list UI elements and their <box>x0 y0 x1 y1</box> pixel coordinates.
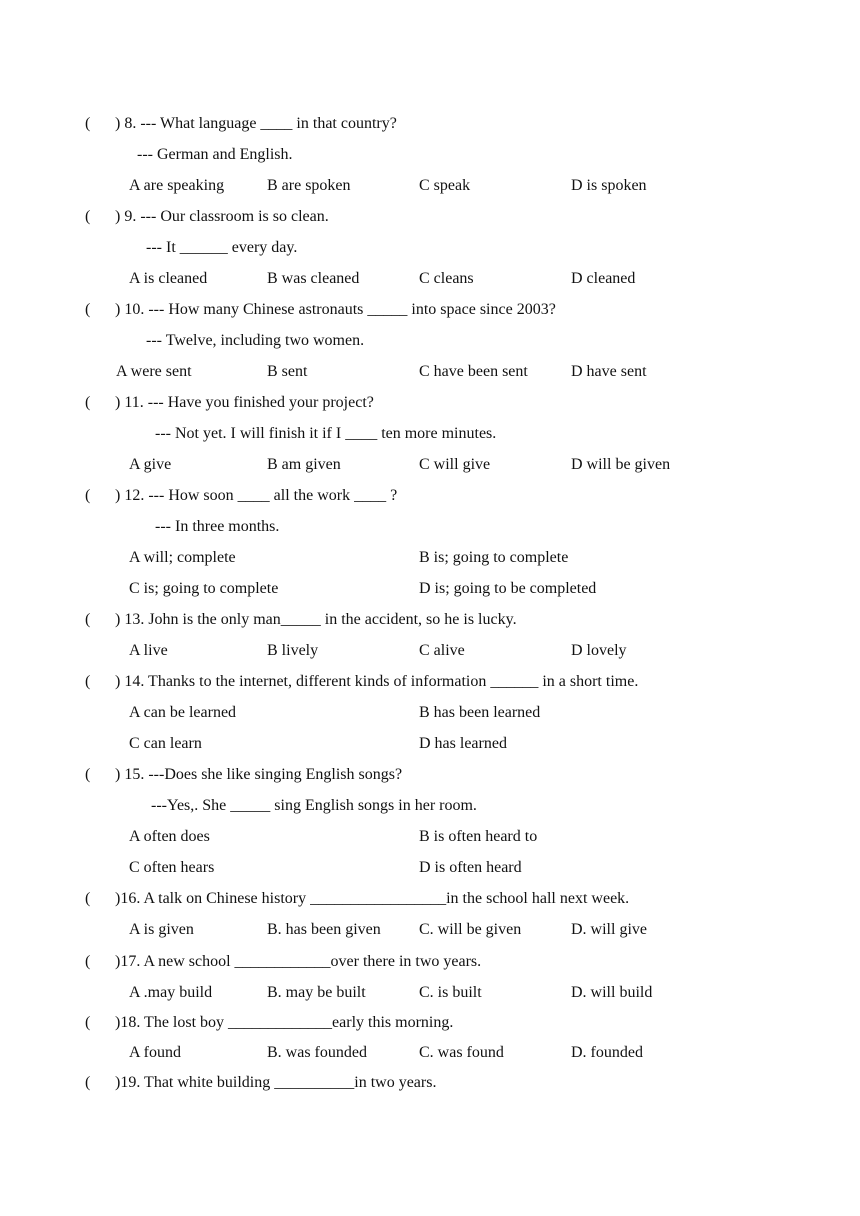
option-c: C is; going to complete <box>129 580 279 597</box>
answer-paren-open: ( <box>85 394 91 411</box>
question-stem: )17. A new school ____________over there in two years. <box>115 953 482 970</box>
option-d: D. will build <box>571 984 653 1001</box>
option-a: A will; complete <box>129 549 236 566</box>
question-stem: ) 9. --- Our classroom is so clean. <box>115 208 329 225</box>
option-b: B has been learned <box>419 704 541 721</box>
option-d: D is; going to be completed <box>419 580 597 597</box>
question-stem: ) 8. --- What language ____ in that country? <box>115 115 397 132</box>
option-a: A give <box>129 456 172 473</box>
option-c: C will give <box>419 456 491 473</box>
question-stem: ) 10. --- How many Chinese astronauts _____ into space since 2003? <box>115 301 556 318</box>
option-c: C. will be given <box>419 921 522 938</box>
option-a: A are speaking <box>129 177 225 194</box>
answer-paren-open: ( <box>85 208 91 225</box>
answer-paren-open: ( <box>85 487 91 504</box>
option-a: A found <box>129 1044 181 1061</box>
option-a: A can be learned <box>129 704 237 721</box>
option-d: D cleaned <box>571 270 636 287</box>
option-a: A were sent <box>116 363 192 380</box>
option-b: B is; going to complete <box>419 549 569 566</box>
option-a: A is given <box>129 921 194 938</box>
option-d: D will be given <box>571 456 671 473</box>
option-a: A live <box>129 642 168 659</box>
option-d: D. founded <box>571 1044 643 1061</box>
option-b: B was cleaned <box>267 270 360 287</box>
option-d: D has learned <box>419 735 507 752</box>
option-d: D is often heard <box>419 859 522 876</box>
dialogue-reply: --- It ______ every day. <box>146 239 298 256</box>
answer-paren-open: ( <box>85 301 91 318</box>
option-c: C speak <box>419 177 471 194</box>
option-b: B sent <box>267 363 308 380</box>
option-d: D lovely <box>571 642 627 659</box>
option-a: A .may build <box>129 984 213 1001</box>
question-stem: )16. A talk on Chinese history _________________in the school hall next week. <box>115 890 630 907</box>
option-d: D is spoken <box>571 177 647 194</box>
option-c: C have been sent <box>419 363 528 380</box>
option-b: B. was founded <box>267 1044 367 1061</box>
question-stem: ) 14. Thanks to the internet, different kinds of information ______ in a short time. <box>115 673 639 690</box>
option-b: B am given <box>267 456 341 473</box>
option-b: B is often heard to <box>419 828 538 845</box>
option-b: B lively <box>267 642 319 659</box>
option-c: C alive <box>419 642 465 659</box>
answer-paren-open: ( <box>85 611 91 628</box>
answer-paren-open: ( <box>85 953 91 970</box>
option-b: B are spoken <box>267 177 351 194</box>
dialogue-reply: --- Twelve, including two women. <box>146 332 365 349</box>
answer-paren-open: ( <box>85 115 91 132</box>
question-stem: )19. That white building __________in two years. <box>115 1074 437 1091</box>
question-stem: ) 15. ---Does she like singing English songs? <box>115 766 403 783</box>
option-d: D have sent <box>571 363 647 380</box>
answer-paren-open: ( <box>85 1074 91 1091</box>
option-c: C can learn <box>129 735 202 752</box>
answer-paren-open: ( <box>85 890 91 907</box>
question-stem: ) 11. --- Have you finished your project? <box>115 394 374 411</box>
dialogue-reply: --- German and English. <box>137 146 293 163</box>
question-stem: )18. The lost boy _____________early this morning. <box>115 1014 454 1031</box>
dialogue-reply: --- Not yet. I will finish it if I ____ ten more minutes. <box>155 425 497 442</box>
answer-paren-open: ( <box>85 766 91 783</box>
dialogue-reply: ---Yes,. She _____ sing English songs in her room. <box>151 797 477 814</box>
option-c: C cleans <box>419 270 474 287</box>
question-stem: ) 13. John is the only man_____ in the accident, so he is lucky. <box>115 611 517 628</box>
question-stem: ) 12. --- How soon ____ all the work ____ ? <box>115 487 398 504</box>
option-b: B. may be built <box>267 984 366 1001</box>
option-c: C. was found <box>419 1044 504 1061</box>
option-a: A is cleaned <box>129 270 208 287</box>
option-a: A often does <box>129 828 210 845</box>
option-c: C. is built <box>419 984 482 1001</box>
option-d: D. will give <box>571 921 647 938</box>
option-c: C often hears <box>129 859 215 876</box>
dialogue-reply: --- In three months. <box>155 518 280 535</box>
answer-paren-open: ( <box>85 1014 91 1031</box>
option-b: B. has been given <box>267 921 381 938</box>
answer-paren-open: ( <box>85 673 91 690</box>
